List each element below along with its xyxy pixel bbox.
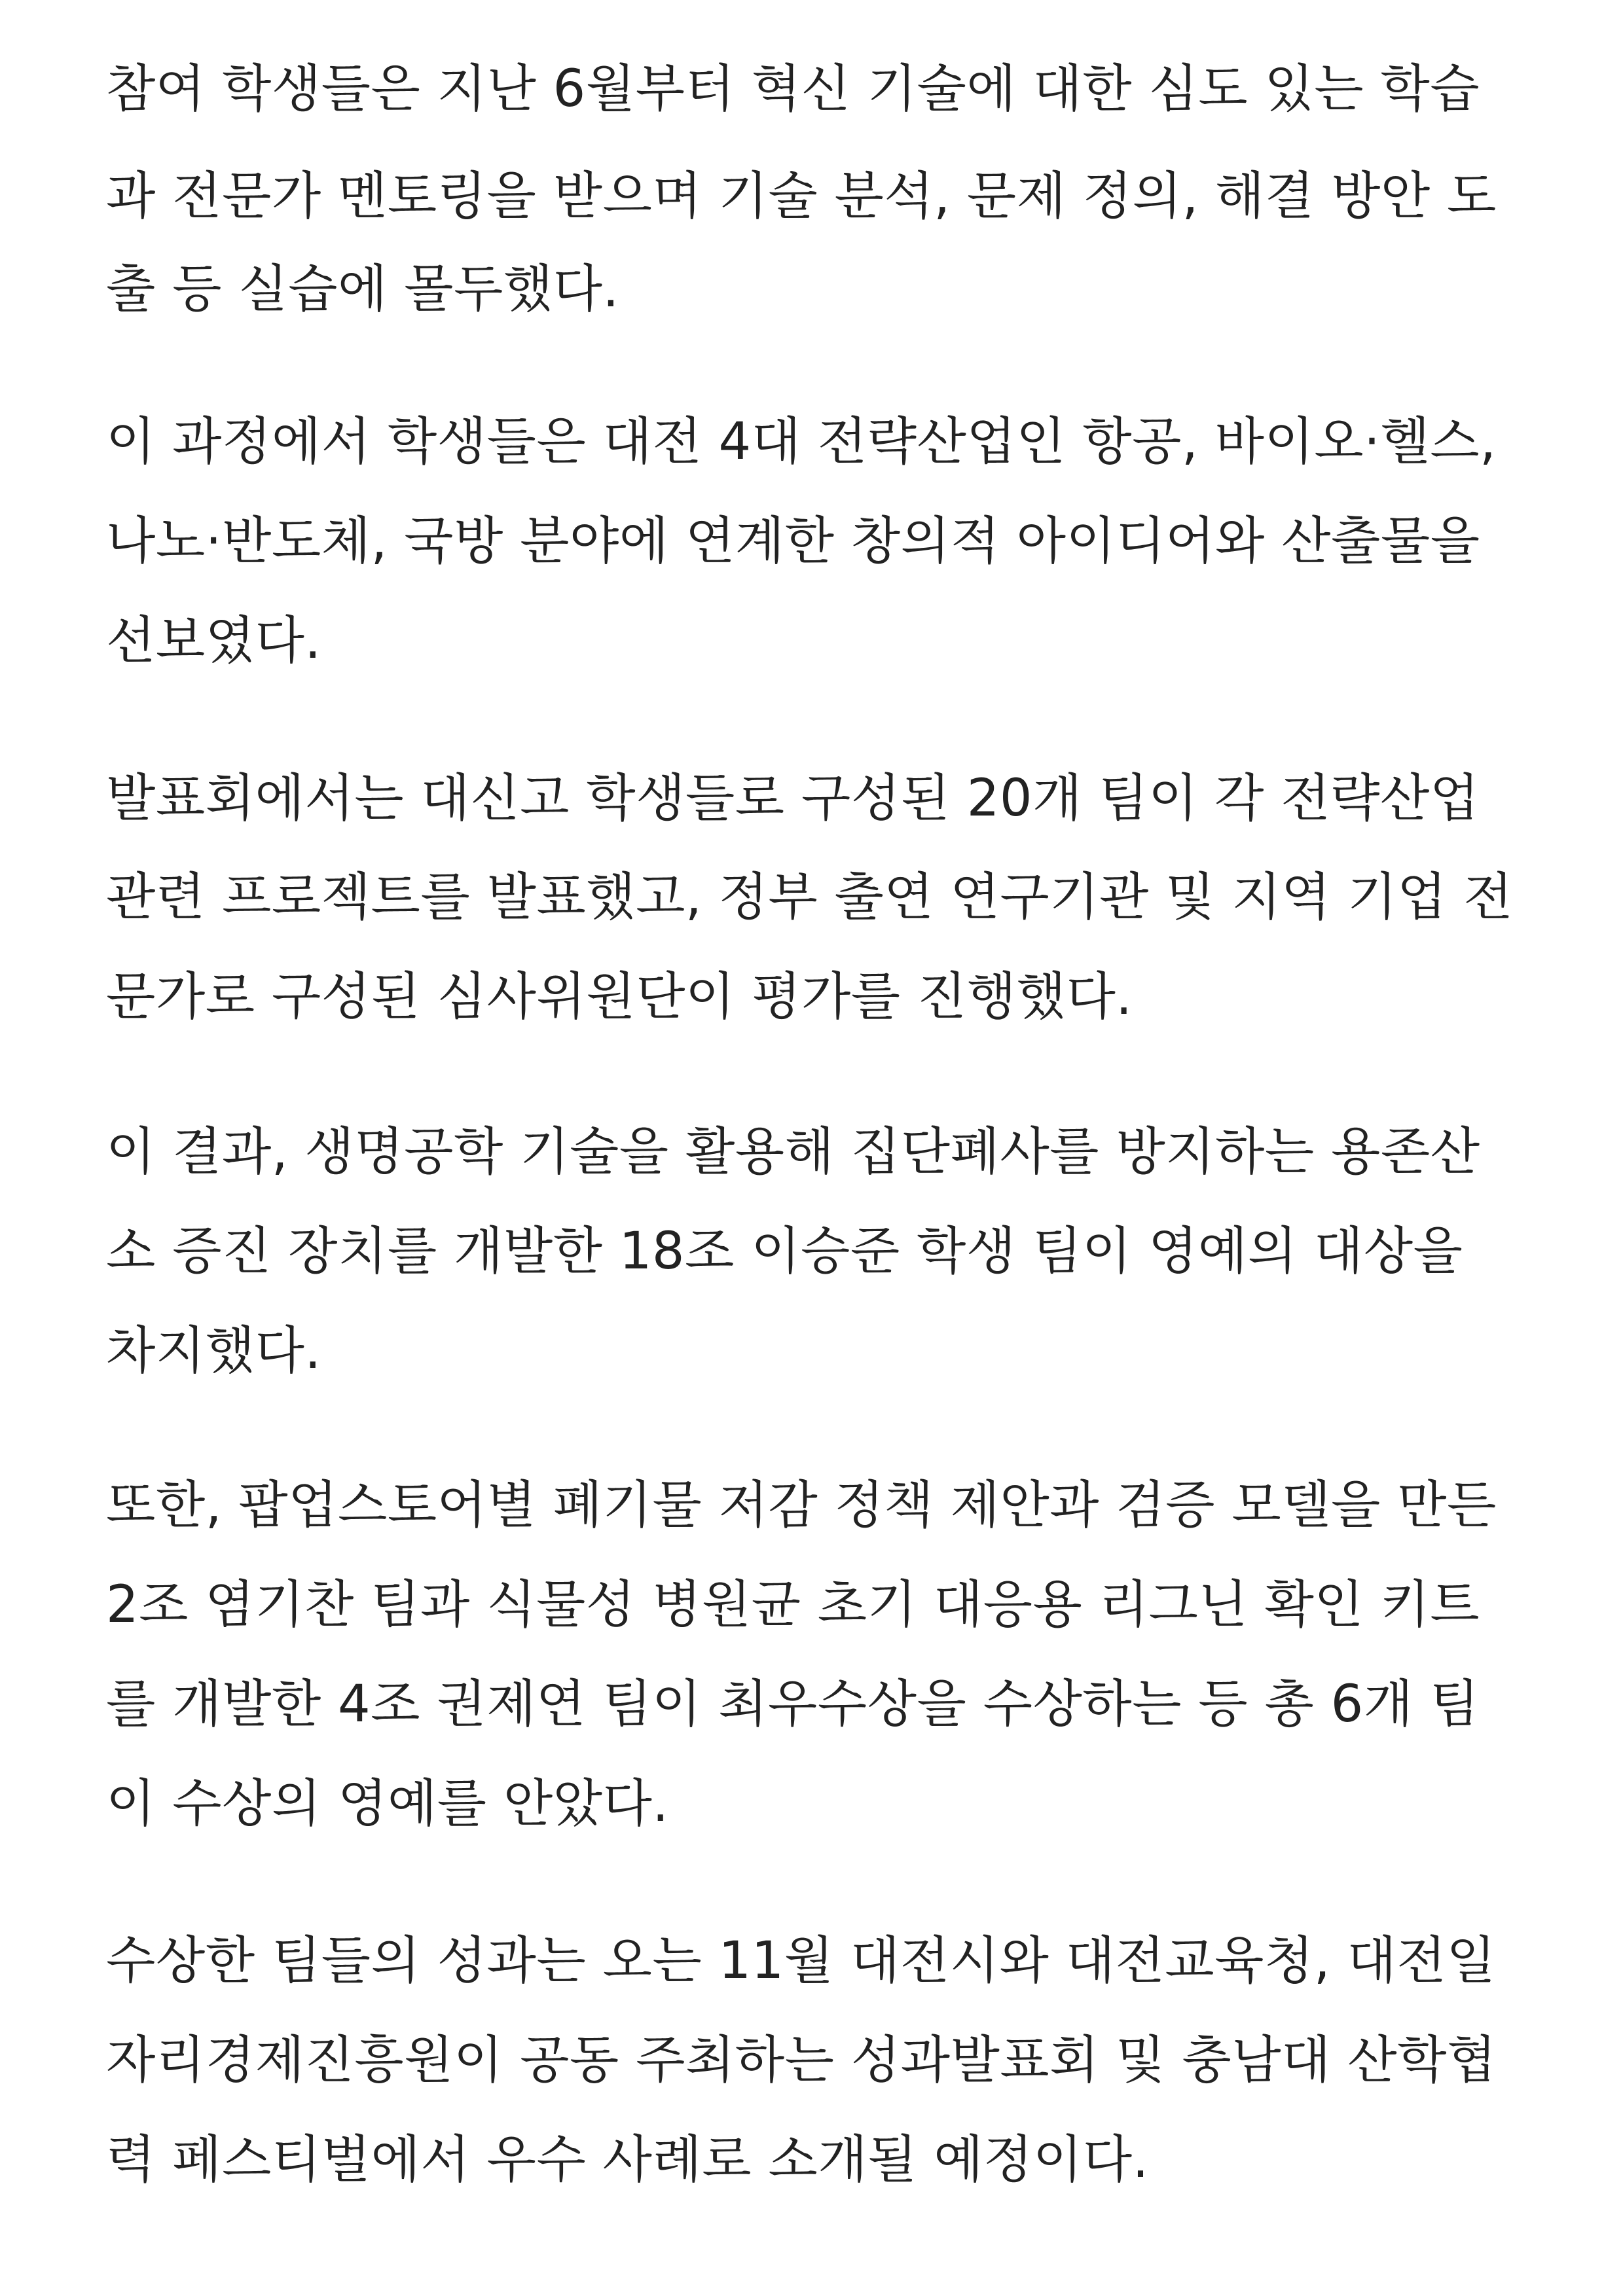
- paragraph-line: 선보였다.: [106, 611, 321, 670]
- paragraph-line: 를 개발한 4조 권제연 팀이 최우수상을 수상하는 등 총 6개 팀: [106, 1675, 1480, 1734]
- paragraph-line: 력 페스티벌에서 우수 사례로 소개될 예정이다.: [106, 2130, 1149, 2189]
- paragraph-line: 발표회에서는 대신고 학생들로 구성된 20개 팀이 각 전략산업: [106, 769, 1480, 828]
- paragraph-line: 수상한 팀들의 성과는 오는 11월 대전시와 대전교육청, 대전일: [106, 1931, 1496, 1990]
- paragraph-line: 관련 프로젝트를 발표했고, 정부 출연 연구기관 및 지역 기업 전: [106, 868, 1514, 927]
- paragraph-line: 출 등 실습에 몰두했다.: [106, 260, 619, 319]
- paragraph-line: 문가로 구성된 심사위원단이 평가를 진행했다.: [106, 967, 1133, 1026]
- paragraph-line: 참여 학생들은 지난 6월부터 혁신 기술에 대한 심도 있는 학습: [106, 60, 1480, 118]
- paragraph-line: 과 전문가 멘토링을 받으며 기술 분석, 문제 정의, 해결 방안 도: [106, 167, 1497, 226]
- paragraph-line: 이 과정에서 학생들은 대전 4대 전략산업인 항공, 바이오·헬스,: [106, 412, 1497, 471]
- paragraph-line: 이 수상의 영예를 안았다.: [106, 1774, 669, 1833]
- paragraph-line: 이 결과, 생명공학 기술을 활용해 집단폐사를 방지하는 용존산: [106, 1122, 1480, 1181]
- paragraph-line: 2조 염기찬 팀과 식물성 병원균 초기 대응용 리그닌 확인 키트: [106, 1575, 1480, 1634]
- paragraph-line: 나노·반도체, 국방 분야에 연계한 창의적 아이디어와 산출물을: [106, 512, 1480, 571]
- paragraph-line: 소 증진 장치를 개발한 18조 이승준 학생 팀이 영예의 대상을: [106, 1222, 1463, 1281]
- paragraph-line: 차지했다.: [106, 1321, 321, 1380]
- paragraph-line: 자리경제진흥원이 공동 주최하는 성과발표회 및 충남대 산학협: [106, 2031, 1497, 2090]
- paragraph-line: 또한, 팝업스토어별 폐기물 저감 정책 제안과 검증 모델을 만든: [106, 1476, 1497, 1535]
